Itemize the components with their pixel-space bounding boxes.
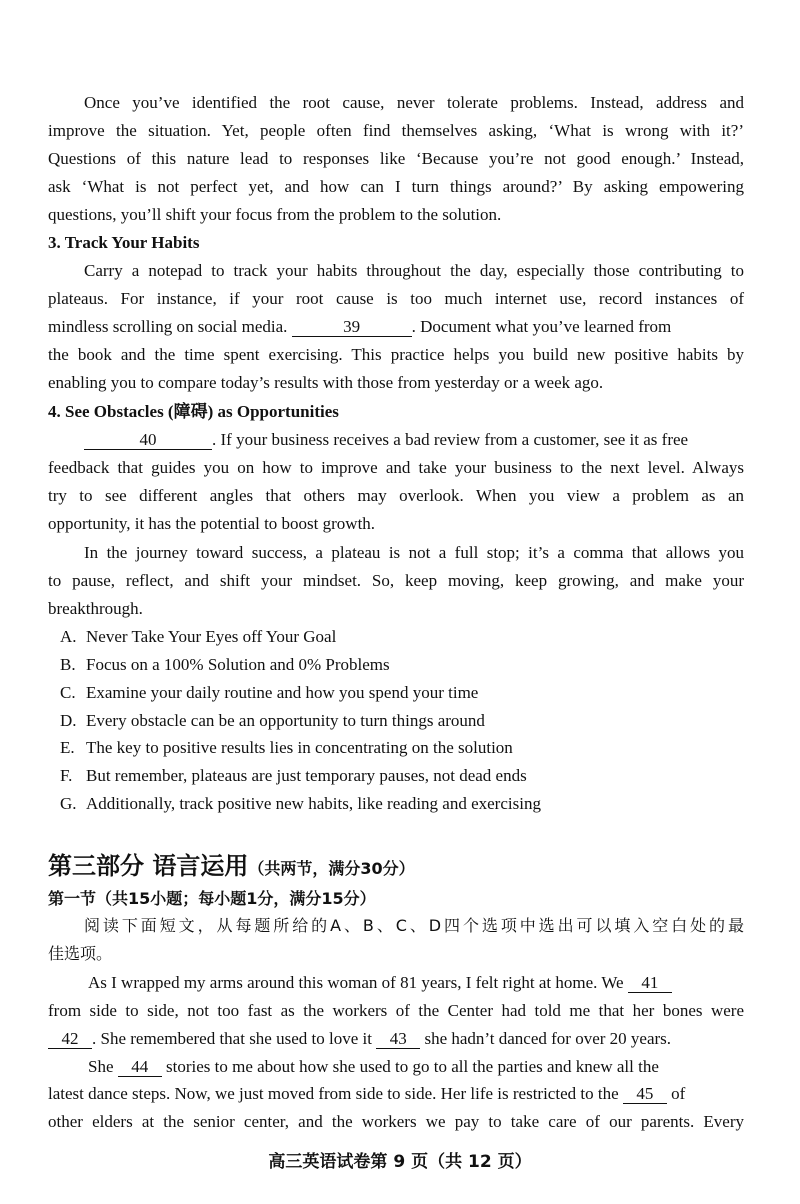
para1-line-1: Once you’ve identified the root cause, never tolerate problems. Instead, address and (84, 93, 744, 112)
para3-line-3 (48, 316, 744, 338)
option-letter: A. (60, 627, 77, 646)
para3-line-1: Carry a notepad to track your habits throughout the day, especially those contributing to (84, 261, 744, 280)
blank-41: 41 (628, 974, 672, 993)
heading4-prefix: 4. See Obstacles ( (48, 402, 174, 421)
instruction-line-1: 阅读下面短文，从每题所给的A、B、C、D四个选项中选出可以填入空白处的最 (84, 916, 744, 935)
cloze-line-4 (88, 1056, 784, 1078)
para1-line-2: improve the situation. Yet, people often find themselves asking, ‘What is wrong with it?’ (48, 121, 744, 140)
option-letter: G. (60, 794, 77, 813)
blank-44: 44 (118, 1058, 162, 1077)
option-text: The key to positive results lies in concentrating on the solution (86, 738, 513, 757)
para1-line-5: questions, you’ll shift your focus from the problem to the solution. (48, 205, 502, 224)
para3-text-before: mindless scrolling on social media. (48, 317, 288, 336)
para4-line-4: opportunity, it has the potential to boost growth. (48, 514, 376, 533)
heading4-cn: 障碍 (173, 402, 208, 422)
option-text: But remember, plateaus are just temporary pauses, not dead ends (86, 766, 527, 785)
heading-obstacles (48, 401, 744, 423)
para4-line-2: feedback that guides you on how to improve and take your business to the next level. Always (48, 458, 744, 477)
cloze-text: As I wrapped my arms around this woman of 81 years, I felt right at home. We (88, 973, 624, 992)
part3-subtitle: （共两节，满分30分） (248, 859, 415, 878)
heading-track-habits: 3. Track Your Habits (48, 233, 200, 252)
para3-text-after: . Document what you’ve learned from (411, 317, 672, 336)
cloze-text: of (671, 1084, 686, 1103)
cloze-line-5 (48, 1083, 744, 1105)
cloze-text: She (88, 1057, 114, 1076)
option-letter: D. (60, 711, 77, 730)
option-e (60, 737, 513, 759)
option-f (60, 765, 527, 787)
option-text: Additionally, track positive new habits, like reading and exercising (86, 794, 541, 813)
heading4-suffix: ) as Opportunities (207, 402, 339, 421)
cloze-text: . She remembered that she used to love it (92, 1029, 372, 1048)
option-letter: C. (60, 683, 76, 702)
para4-line-1 (84, 429, 780, 451)
para3-line-5: enabling you to compare today’s results with those from yesterday or a week ago. (48, 373, 604, 392)
para5-line-1: In the journey toward success, a plateau is not a full stop; it’s a comma that allows you (84, 543, 744, 562)
cloze-line-1 (88, 972, 784, 994)
cloze-text: she hadn’t danced for over 20 years. (424, 1029, 672, 1048)
cloze-line-2: from side to side, not too fast as the workers of the Center had told me that her bones were (48, 1001, 744, 1020)
part3-heading (48, 846, 415, 881)
option-text: Focus on a 100% Solution and 0% Problems (86, 655, 390, 674)
blank-45: 45 (623, 1085, 667, 1104)
blank-43: 43 (376, 1030, 420, 1049)
blank-39: 39 (292, 318, 412, 337)
cloze-line-6: other elders at the senior center, and the workers we pay to take care of our parents. Every (48, 1112, 744, 1131)
para3-line-4: the book and the time spent exercising. This practice helps you build new positive habits by (48, 345, 744, 364)
para1-line-3: Questions of this nature lead to responses like ‘Because you’re not good enough.’ Instead, (48, 149, 744, 168)
para4-line-3: try to see different angles that others may overlook. When you view a problem as an (48, 486, 744, 505)
option-letter: E. (60, 738, 75, 757)
option-g (60, 793, 541, 815)
para1-line-4: ask ‘What is not perfect yet, and how can I turn things around?’ By asking empowering (48, 177, 744, 196)
option-c (60, 682, 478, 704)
cloze-line-3 (48, 1028, 744, 1050)
para4-text-after: . If your business receives a bad review from a customer, see it as free (212, 430, 689, 449)
option-text: Every obstacle can be an opportunity to turn things around (86, 711, 485, 730)
option-b (60, 654, 390, 676)
option-text: Never Take Your Eyes off Your Goal (86, 627, 337, 646)
blank-42: 42 (48, 1030, 92, 1049)
para5-line-2: to pause, reflect, and shift your mindset. So, keep moving, keep growing, and make your (48, 571, 744, 590)
option-letter: F. (60, 766, 73, 785)
blank-40: 40 (84, 431, 212, 450)
instruction-line-2: 佳选项。 (48, 944, 113, 963)
section1-heading: 第一节（共15小题；每小题1分，满分15分） (48, 889, 376, 908)
option-text: Examine your daily routine and how you spend your time (86, 683, 479, 702)
option-letter: B. (60, 655, 76, 674)
option-a (60, 626, 336, 648)
cloze-text: latest dance steps. Now, we just moved from side to side. Her life is restricted to the (48, 1084, 619, 1103)
part3-title: 第三部分 语言运用 (48, 852, 249, 880)
para3-line-2: plateaus. For instance, if your root cause is too much internet use, record instances of (48, 289, 744, 308)
page-footer: 高三英语试卷第 9 页（共 12 页） (268, 1152, 532, 1172)
option-d (60, 710, 485, 732)
cloze-text: stories to me about how she used to go to all the parties and knew all the (166, 1057, 659, 1076)
para5-line-3: breakthrough. (48, 599, 143, 618)
